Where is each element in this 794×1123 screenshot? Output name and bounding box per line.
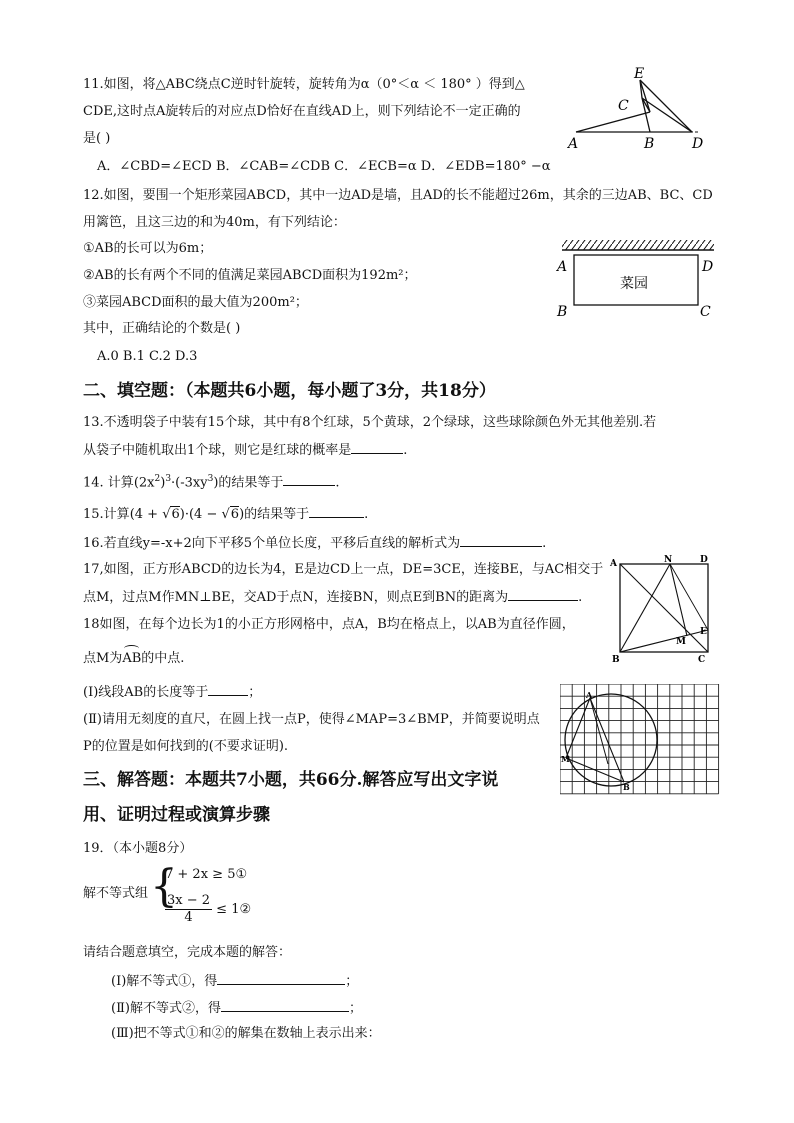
q12-line2: 用篱笆，且这三边的和为40m，有下列结论： (83, 215, 346, 230)
q19-brace: { (150, 861, 178, 912)
q17-line1: 17,如图，正方形ABCD的边长为4，E是边CD上一点，DE=3CE，连接BE，与AC相交于 (83, 562, 604, 577)
q18-grid-figure (560, 684, 720, 798)
q17-label-b: B (612, 655, 620, 664)
q13-line2: 从袋子中随机取出1个球，则它是红球的概率是 . (83, 443, 408, 458)
q17-label-a: A (610, 559, 617, 569)
q13-line1: 13.不透明袋子中装有15个球，其中有8个红球，5个黄球，2个绿球，这些球除颜色外无其他差别.若 (83, 415, 657, 430)
q19-step1: (Ⅰ)解不等式①，得 ； (111, 974, 359, 989)
q11-options: A．∠CBD=∠ECD B．∠CAB=∠CDB C．∠ECB=α D．∠EDB=180° −α (97, 159, 551, 174)
q11-label-d: D (692, 136, 704, 152)
q12-label-a: A (557, 259, 568, 275)
q18-p1: (Ⅰ)线段AB的长度等于 ； (83, 685, 262, 700)
q15-line: 15.计算(4 + √6)·(4 − √6)的结果等于 . (83, 507, 369, 522)
q12-ask: 其中，正确结论的个数是( ) (83, 321, 241, 336)
q11-figure (560, 62, 720, 154)
q12-label-d: D (702, 259, 714, 275)
q18-line1: 18如图，在每个边长为1的小正方形网格中，点A，B均在格点上，以AB为直径作圆， (83, 617, 575, 632)
q19-label: 解不等式组 (83, 886, 149, 901)
q17-label-d: D (700, 555, 708, 565)
q17-figure (604, 554, 716, 664)
q18-line2: 点M为AB的中点. (83, 651, 185, 666)
q11-line3: 是( ) (83, 131, 111, 146)
q17-line2: 点M，过点M作MN⊥BE，交AD于点N，连接BN，则点E到BN的距离为 . (83, 590, 583, 605)
q14-line: 14. 计算$(2x^2)^3\cdot(-3xy^3)$的结果等于 . (83, 474, 340, 491)
q19-ineq2: $\frac{3x - 2}{4}$ ≤ 1② (167, 893, 252, 925)
q18-p2a: (Ⅱ)请用无刻度的直尺，在圆上找一点P，使得∠MAP=3∠BMP，并简要说明点 (83, 712, 540, 727)
q12-c2: ②AB的长有两个不同的值满足菜园ABCD面积为192m²； (83, 268, 417, 283)
section3-line2: 用、证明过程或演算步骤 (83, 805, 270, 825)
q12-c1: ①AB的长可以为6m； (83, 241, 213, 256)
q18-label-a: A (586, 690, 593, 700)
q17-label-n: N (664, 555, 673, 565)
q18-arc: AB (122, 651, 142, 666)
q17-label-m: M (676, 637, 686, 647)
q11-line2: CDE,这时点A旋转后的对应点D恰好在直线AD上，则下列结论不一定正确的 (83, 104, 521, 119)
q12-c3: ③菜园ABCD面积的最大值为200m²； (83, 295, 308, 310)
q18-label-m: M (561, 754, 570, 764)
q11-label-b: B (644, 136, 655, 152)
q12-label-b: B (557, 304, 568, 320)
q17-label-e: E (700, 627, 707, 637)
q12-label-c: C (700, 304, 711, 320)
q12-garden-label: 菜园 (620, 276, 648, 292)
q18-label-b: B (623, 782, 630, 792)
q17-label-c: C (698, 655, 706, 664)
section3-line1: 三、解答题：本题共7小题，共66分.解答应写出文字说 (83, 770, 499, 790)
q19-ineq1: 7 + 2x ≥ 5① (165, 867, 248, 882)
q11-label-e: E (634, 66, 645, 82)
q12-figure (552, 236, 722, 326)
q16-line: 16.若直线y=-x+2向下平移5个单位长度，平移后直线的解析式为 . (83, 536, 547, 551)
q11-label-c: C (618, 98, 629, 114)
q12-options: A.0 B.1 C.2 D.3 (97, 349, 198, 364)
q19-step3: (Ⅲ)把不等式①和②的解集在数轴上表示出来： (111, 1026, 381, 1041)
q11-line1: 11.如图，将△ABC绕点C逆时针旋转，旋转角为α（0°＜α ＜ 180° ）得到△ (83, 77, 525, 92)
q11-label-a: A (568, 136, 579, 152)
q12-line1: 12.如图，要围一个矩形菜园ABCD，其中一边AD是墙，且AD的长不能超过26m，其余的三边AB、BC、CD (83, 188, 713, 203)
section2-title: 二、填空题：（本题共6小题，每小题了3分，共18分） (83, 381, 496, 401)
q19-step2: (Ⅱ)解不等式②，得 ； (111, 1001, 362, 1016)
q19-head: 19．（本小题8分） (83, 841, 193, 856)
q19-prompt: 请结合题意填空，完成本题的解答： (83, 945, 292, 960)
q18-p2b: P的位置是如何找到的(不要求证明). (83, 739, 289, 754)
